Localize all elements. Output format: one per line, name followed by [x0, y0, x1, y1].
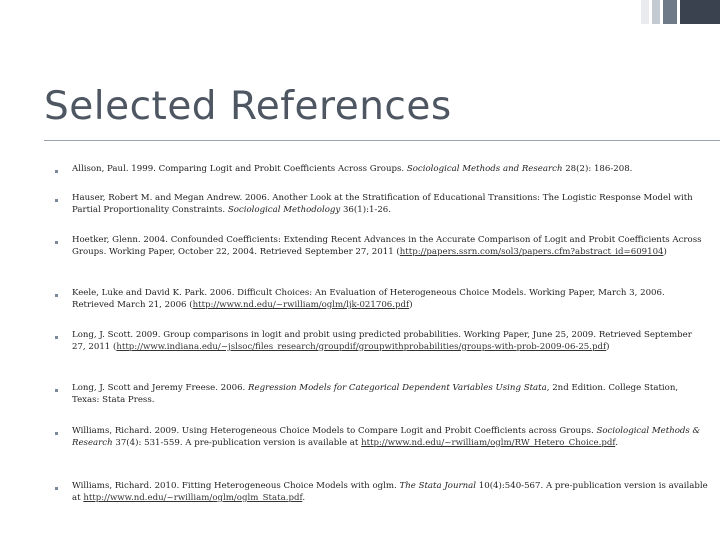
bullet-icon — [55, 336, 58, 339]
bullet-icon — [55, 199, 58, 202]
decoration-block — [652, 0, 660, 24]
ref-text-plain: Allison, Paul. 1999. Comparing Logit and Probit Coefficients Across Groups. — [72, 164, 407, 174]
decoration-block — [680, 0, 720, 24]
ref-text-plain: ) — [663, 246, 667, 257]
ref-text-plain: Hoetker, Glenn. 2004. Confounded Coefficients: Extending Recent Advances in the Accurate Comparison of Logit and Probit Coefficients Across Groups. Working Paper, October 22, 2004. Retrieved September 27, 2011 ( — [72, 235, 702, 257]
ref-text-plain: 28(2): 186-208. — [562, 164, 633, 174]
ref-link[interactable]: http://www.nd.edu/~rwilliam/oglm/oglm_Stata.pdf — [83, 492, 303, 503]
ref-link[interactable]: http://www.nd.edu/~rwilliam/oglm/ljk-021706.pdf — [192, 299, 410, 310]
decoration-block — [641, 0, 649, 24]
ref-text-plain: Hauser, Robert M. and Megan Andrew. 2006. Another Look at the Stratification of Educational Transitions: The Logistic Response Model with Partial Proportionality Constraints. — [72, 193, 693, 215]
ref-text-plain: , 2nd Edition. College Station, Texas: Stata Press. — [72, 383, 679, 405]
title-divider — [44, 140, 720, 141]
ref-text-plain: ) — [606, 341, 610, 352]
ref-text-plain: Keele, Luke and David K. Park. 2006. Difficult Choices: An Evaluation of Heterogeneous Choice Models. Working Paper, March 3, 2006. Retrieved March 21, 2006 ( — [72, 288, 665, 310]
ref-journal: Sociological Methodology — [227, 204, 341, 215]
ref-link[interactable]: http://www.nd.edu/~rwilliam/oglm/RW_Hetero_Choice.pdf — [361, 437, 616, 448]
ref-link[interactable]: http://papers.ssrn.com/sol3/papers.cfm?abstract_id=609104 — [399, 246, 664, 257]
ref-text-plain: Long, J. Scott and Jeremy Freese. 2006. — [72, 383, 249, 393]
ref-text-plain: 36(1):1-26. — [340, 204, 392, 215]
bullet-icon — [55, 294, 58, 297]
reference-text — [72, 193, 708, 216]
reference-text — [72, 164, 708, 176]
ref-text-plain: Long, J. Scott. 2009. Group comparisons in logit and probit using predicted probabilities. Working Paper, June 25, 2009. Retrieved September 27, 2011 ( — [72, 330, 692, 352]
bullet-icon — [55, 389, 58, 392]
reference-text — [72, 481, 708, 504]
ref-text-plain: . — [615, 437, 618, 448]
slide-title: Selected References — [44, 84, 452, 129]
ref-text-plain: Williams, Richard. 2010. Fitting Heterogeneous Choice Models with oglm. — [72, 481, 400, 491]
ref-text-plain: ) — [409, 299, 413, 310]
ref-text-plain: 10(4):540-567. A pre-publication version is available at — [72, 481, 708, 503]
ref-text-plain: 37(4): 531-559. A pre-publication version is available at — [112, 437, 362, 448]
ref-text-plain: Williams, Richard. 2009. Using Heterogeneous Choice Models to Compare Logit and Probit Coefficients across Groups. — [72, 426, 597, 436]
ref-text-plain: . — [302, 492, 306, 503]
ref-journal: Sociological Methods and Research — [406, 164, 563, 174]
top-decoration-bar — [0, 0, 720, 24]
decoration-block — [663, 0, 677, 24]
reference-text — [72, 426, 708, 449]
bullet-icon — [55, 432, 58, 435]
ref-journal: Sociological Methods & Research — [72, 426, 701, 448]
reference-text — [72, 235, 708, 258]
bullet-icon — [55, 170, 58, 173]
ref-link[interactable]: http://www.indiana.edu/~jslsoc/files_research/groupdif/groupwithprobabilities/groups-with-prob-2009-06-25.pdf — [116, 341, 607, 352]
bullet-icon — [55, 487, 58, 490]
bullet-icon — [55, 241, 58, 244]
ref-journal: The Stata Journal — [399, 481, 477, 491]
reference-text — [72, 288, 708, 311]
ref-book-title: Regression Models for Categorical Dependent Variables Using Stata — [248, 383, 547, 393]
reference-text — [72, 383, 708, 406]
reference-text — [72, 330, 708, 353]
